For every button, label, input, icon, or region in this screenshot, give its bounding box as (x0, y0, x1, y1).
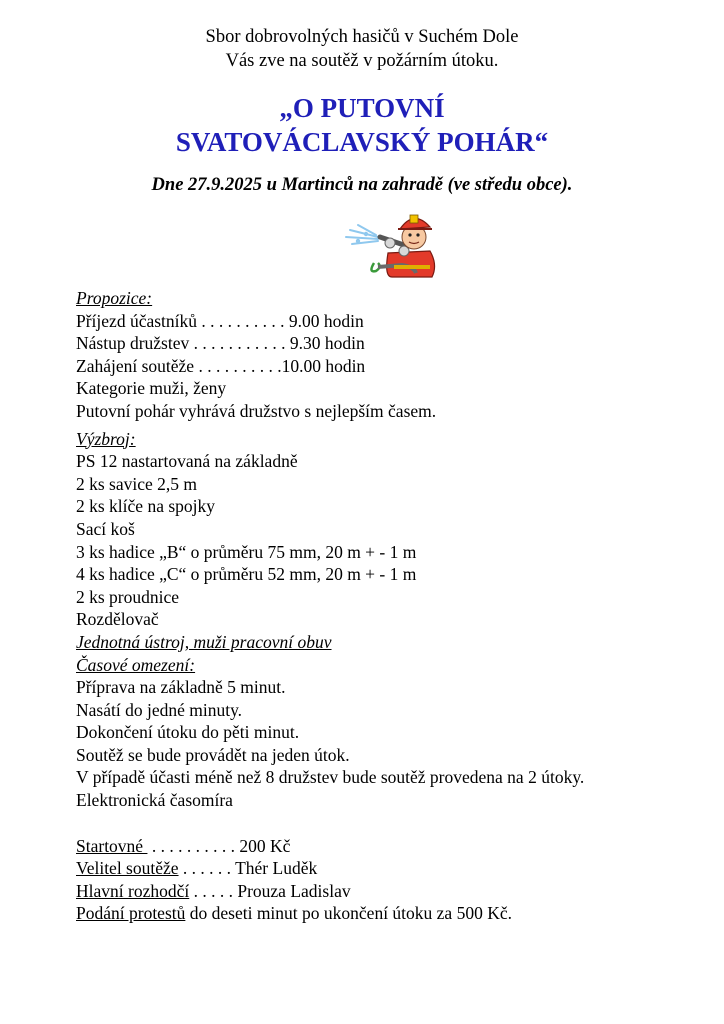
startovne-label: Startovné (76, 835, 148, 856)
rozhodci-label: Hlavní rozhodčí (76, 880, 190, 901)
vyzbroj-item: 3 ks hadice „B“ o průměru 75 mm, 20 m + - 1 m (76, 541, 417, 562)
casove-heading: Časové omezení: (76, 654, 196, 675)
vyzbroj-item: 2 ks proudnice (76, 586, 180, 607)
vyzbroj-item: Sací koš (76, 518, 135, 539)
vyzbroj-item: 4 ks hadice „C“ o průměru 52 mm, 20 m + - 1 m (76, 564, 417, 585)
propozice-item: Zahájení soutěže . . . . . . . . . .10.00 hodin (76, 355, 366, 376)
vyzbroj-item: 2 ks klíče na spojky (76, 496, 216, 517)
vyzbroj-item: 2 ks savice 2,5 m (76, 473, 198, 494)
velitel-row (76, 857, 696, 880)
startovne-value: . . . . . . . . . . 200 Kč (147, 835, 291, 856)
protesty-label: Podání protestů (76, 903, 186, 924)
velitel-label: Velitel soutěže (76, 858, 179, 879)
casove-item: Nasátí do jedné minuty. (76, 699, 243, 720)
title-line-1: „O PUTOVNÍ (279, 93, 445, 123)
title-line-2: SVATOVÁCLAVSKÝ POHÁR“ (175, 127, 549, 157)
casove-item: Příprava na základně 5 minut. (76, 677, 286, 698)
content-body (76, 287, 696, 925)
casove-item: Dokončení útoku do pěti minut. (76, 722, 300, 743)
casove-item: Elektronická časomíra (76, 790, 233, 811)
propozice-item: Nástup družstev . . . . . . . . . . . 9.30 hodin (76, 333, 365, 354)
rozhodci-row (76, 880, 696, 903)
propozice-item: Příjezd účastníků . . . . . . . . . . 9.00 hodin (76, 310, 364, 331)
protesty-row (76, 902, 696, 925)
vyzbroj-heading: Výzbroj: (76, 428, 136, 449)
rozhodci-value: . . . . . Prouza Ladislav (189, 880, 351, 901)
startovne-row (76, 835, 696, 858)
protesty-value: do deseti minut po ukončení útoku za 500 Kč. (185, 903, 512, 924)
propozice-heading: Propozice: (76, 288, 153, 308)
uniform-note: Jednotná ústroj, muži pracovní obuv (76, 631, 332, 652)
velitel-value: . . . . . . Thér Luděk (178, 858, 318, 879)
firefighter-with-hose-icon (344, 207, 444, 279)
vyzbroj-item: PS 12 nastartovaná na základně (76, 451, 298, 472)
header-organizer: Sbor dobrovolných hasičů v Suchém Dole (205, 27, 519, 47)
casove-item: Soutěž se bude provádět na jeden útok. (76, 744, 350, 765)
casove-item: V případě účasti méně než 8 družstev bude soutěž provedena na 2 útoky. (76, 767, 585, 788)
vyzbroj-item: Rozdělovač (76, 609, 159, 630)
propozice-item: Putovní pohár vyhrává družstvo s nejlepším časem. (76, 400, 437, 421)
propozice-item: Kategorie muži, ženy (76, 378, 227, 399)
header-invitation: Vás zve na soutěž v požárním útoku. (225, 51, 499, 71)
event-date-line: Dne 27.9.2025 u Martinců na zahradě (ve středu obce). (151, 175, 573, 195)
